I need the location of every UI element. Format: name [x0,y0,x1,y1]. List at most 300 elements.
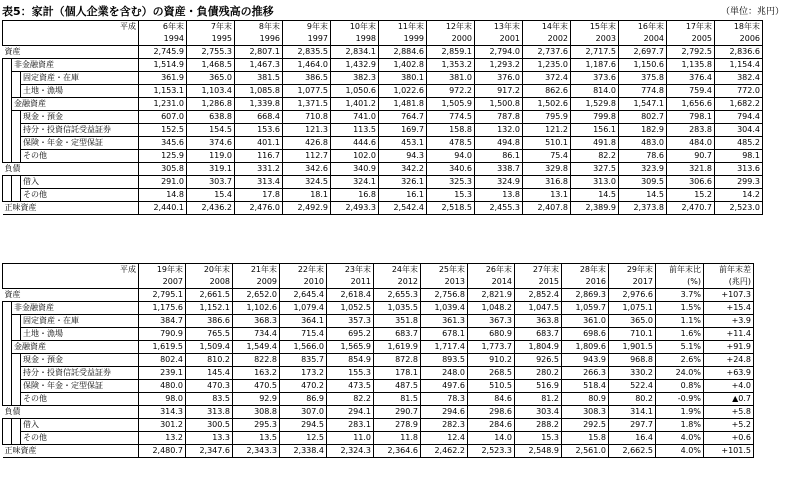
value-cell: 1,059.7 [562,302,609,315]
column-header-period: 19年末 [139,264,186,277]
table-1994-2006 [2,20,763,215]
value-cell: 361.0 [562,315,609,328]
indent-cell [3,315,12,328]
value-cell: 156.1 [571,124,619,137]
column-header-year: 2006 [715,33,763,46]
value-cell: 305.8 [139,163,187,176]
value-cell: 304.4 [715,124,763,137]
value-cell: 294.6 [421,406,468,419]
value-cell: 309.5 [619,176,667,189]
value-cell: 266.3 [562,367,609,380]
indent-cell [3,98,12,111]
value-cell: 324.1 [331,176,379,189]
value-cell: 854.9 [327,354,374,367]
value-cell: 363.8 [515,315,562,328]
value-cell: 1,464.0 [283,59,331,72]
value-cell: 361.9 [139,72,187,85]
indent-cell [3,150,12,163]
table-row [3,163,763,176]
value-cell: 835.7 [280,354,327,367]
value-cell: 2,436.2 [187,202,235,215]
value-cell: 926.5 [515,354,562,367]
value-cell: 81.5 [374,393,421,406]
value-cell: 1,502.6 [523,98,571,111]
indent-cell [12,137,21,150]
table-row [3,380,754,393]
value-cell: 372.4 [523,72,571,85]
value-cell: 291.0 [139,176,187,189]
table-row [3,354,754,367]
value-cell: 365.0 [187,72,235,85]
column-header-period: 16年末 [619,21,667,34]
row-label: 土地・漁場 [21,85,139,98]
row-label: 保険・年金・定型保証 [21,380,139,393]
value-cell: 1,286.8 [187,98,235,111]
value-cell: 2,717.5 [571,46,619,59]
value-cell: 5.1% [656,341,704,354]
value-cell: 1,566.0 [280,341,327,354]
value-cell: 13.1 [523,189,571,202]
value-cell: 374.6 [187,137,235,150]
value-cell: 367.3 [468,315,515,328]
value-cell: 80.9 [562,393,609,406]
value-cell: 2,655.3 [374,289,421,302]
value-cell: 13.5 [233,432,280,445]
column-header-period: 28年末 [562,264,609,277]
value-cell: 119.0 [187,150,235,163]
value-cell: +3.9 [704,315,754,328]
value-cell: 683.7 [515,328,562,341]
indent-cell [12,432,21,445]
indent-cell [12,380,21,393]
value-cell: 326.1 [379,176,427,189]
header-row-period [3,264,754,277]
value-cell: 2,440.1 [139,202,187,215]
value-cell: 2,493.3 [331,202,379,215]
value-cell: 84.6 [468,393,515,406]
indent-cell [12,176,21,189]
value-cell: 715.4 [280,328,327,341]
value-cell: 1,153.1 [139,85,187,98]
value-cell: 155.3 [327,367,374,380]
value-cell: 2,324.3 [327,445,374,458]
value-cell: 299.3 [715,176,763,189]
value-cell: 522.4 [609,380,656,393]
value-cell: 2,697.7 [619,46,667,59]
value-cell: 17.8 [235,189,283,202]
value-cell: 308.8 [233,406,280,419]
indent-cell [3,137,12,150]
table-row [3,432,754,445]
value-cell: 1,022.6 [379,85,427,98]
row-label: 資産 [3,289,139,302]
value-cell: 1,050.6 [331,85,379,98]
column-header-year: 2007 [139,276,186,289]
value-cell: 15.3 [515,432,562,445]
page-title: 表5：家計（個人企業を含む）の資産・負債残高の推移 [2,5,274,18]
value-cell: 787.8 [475,111,523,124]
indent-cell [3,302,12,315]
value-cell: 2,745.9 [139,46,187,59]
value-cell: 2,343.3 [233,445,280,458]
value-cell: 814.0 [571,85,619,98]
indent-cell [12,354,21,367]
row-label: 土地・漁場 [21,328,139,341]
value-cell: 361.3 [421,315,468,328]
value-cell: 453.1 [379,137,427,150]
value-cell: 78.6 [619,150,667,163]
indent-cell [12,85,21,98]
column-header-year: 2004 [619,33,667,46]
value-cell: 668.4 [235,111,283,124]
table-row [3,189,763,202]
value-cell: 154.5 [187,124,235,137]
value-cell: 2,523.3 [468,445,515,458]
value-cell: 1,809.6 [562,341,609,354]
value-cell: 301.2 [139,419,186,432]
value-cell: 2,364.6 [374,445,421,458]
value-cell: 810.2 [186,354,233,367]
value-cell: +4.0 [704,380,754,393]
value-cell: 0.8% [656,380,704,393]
value-cell: +5.2 [704,419,754,432]
value-cell: 2,542.4 [379,202,427,215]
value-cell: +0.6 [704,432,754,445]
value-cell: 772.0 [715,85,763,98]
value-cell: 324.9 [475,176,523,189]
column-header-year: 1997 [283,33,331,46]
column-header-period: 前年末比 [656,264,704,277]
value-cell: 14.5 [619,189,667,202]
column-header-year: 1994 [139,33,187,46]
value-cell: 1,077.5 [283,85,331,98]
value-cell: 340.9 [331,163,379,176]
value-cell: 16.8 [331,189,379,202]
value-cell: 1,150.6 [619,59,667,72]
value-cell: 313.8 [186,406,233,419]
indent-cell [3,380,12,393]
table-row [3,406,754,419]
value-cell: 163.2 [233,367,280,380]
value-cell: 1.6% [656,328,704,341]
value-cell: 2,347.6 [186,445,233,458]
value-cell: 1,075.1 [609,302,656,315]
indent-cell [3,354,12,367]
value-cell: 15.8 [562,432,609,445]
value-cell: 1,402.8 [379,59,427,72]
value-cell: 426.8 [283,137,331,150]
column-header-period: 7年末 [187,21,235,34]
table-row [3,150,763,163]
value-cell: 297.7 [609,419,656,432]
value-cell: 1.1% [656,315,704,328]
header-blank-cell [3,276,139,289]
table-row [3,302,754,315]
column-header-period: 17年末 [667,21,715,34]
value-cell: 1,035.5 [374,302,421,315]
column-header-period: 6年末 [139,21,187,34]
value-cell: 2,795.1 [139,289,186,302]
value-cell: 1,717.4 [421,341,468,354]
value-cell: 2,407.8 [523,202,571,215]
value-cell: 872.8 [374,354,421,367]
header-row-year [3,276,754,289]
indent-cell [12,328,21,341]
column-header-period: 23年末 [327,264,374,277]
value-cell: 4.0% [656,432,704,445]
value-cell: 248.0 [421,367,468,380]
value-cell: 1,235.0 [523,59,571,72]
value-cell: 1,481.8 [379,98,427,111]
value-cell: 2,462.2 [421,445,468,458]
value-cell: 113.5 [331,124,379,137]
value-cell: 83.5 [186,393,233,406]
value-cell: 13.3 [186,432,233,445]
value-cell: 1,103.4 [187,85,235,98]
value-cell: 290.7 [374,406,421,419]
value-cell: 1,529.8 [571,98,619,111]
value-cell: +15.4 [704,302,754,315]
indent-cell [3,176,12,189]
row-label: 非金融資産 [12,59,139,72]
value-cell: 2,561.0 [562,445,609,458]
value-cell: 1,773.7 [468,341,515,354]
column-header-year: 2017 [609,276,656,289]
value-cell: 2,470.7 [667,202,715,215]
table-row [3,98,763,111]
value-cell: 308.3 [562,406,609,419]
value-cell: 132.0 [475,124,523,137]
value-cell: 152.5 [139,124,187,137]
value-cell: 86.9 [280,393,327,406]
value-cell: 340.6 [427,163,475,176]
value-cell: 473.5 [327,380,374,393]
value-cell: 1,048.2 [468,302,515,315]
indent-cell [12,367,21,380]
value-cell: 325.3 [427,176,475,189]
value-cell: 741.0 [331,111,379,124]
value-cell: 1,079.4 [280,302,327,315]
value-cell: 2,737.6 [523,46,571,59]
value-cell: 516.9 [515,380,562,393]
value-cell: 678.1 [421,328,468,341]
value-cell: 698.6 [562,328,609,341]
value-cell: 2,661.5 [186,289,233,302]
column-header-period: 13年末 [475,21,523,34]
value-cell: 2,794.0 [475,46,523,59]
unit-label: （単位：兆円） [720,7,784,17]
value-cell: 968.8 [609,354,656,367]
value-cell: 283.8 [667,124,715,137]
value-cell: 470.3 [186,380,233,393]
value-cell: 345.6 [139,137,187,150]
value-cell: 90.7 [667,150,715,163]
value-cell: 480.0 [139,380,186,393]
value-cell: 145.4 [186,367,233,380]
value-cell: 972.2 [427,85,475,98]
table-row [3,202,763,215]
value-cell: 1,901.5 [609,341,656,354]
value-cell: 774.8 [619,85,667,98]
value-cell: 765.5 [186,328,233,341]
value-cell: 11.0 [327,432,374,445]
value-cell: 2,338.4 [280,445,327,458]
value-cell: 470.5 [233,380,280,393]
row-label: 保険・年金・定型保証 [21,137,139,150]
value-cell: 2,835.5 [283,46,331,59]
column-header-period: 8年末 [235,21,283,34]
value-cell: 1,656.6 [667,98,715,111]
value-cell: 1,085.8 [235,85,283,98]
column-header-year: 2013 [421,276,468,289]
row-label: 借入 [21,419,139,432]
value-cell: 1,467.3 [235,59,283,72]
value-cell: 1,231.0 [139,98,187,111]
table-row [3,176,763,189]
value-cell: 182.9 [619,124,667,137]
value-cell: 268.5 [468,367,515,380]
value-cell: 2,476.0 [235,202,283,215]
indent-cell [12,124,21,137]
value-cell: 1,804.9 [515,341,562,354]
value-cell: 638.8 [187,111,235,124]
column-header-period: 21年末 [233,264,280,277]
value-cell: 510.5 [468,380,515,393]
value-cell: 487.5 [374,380,421,393]
value-cell: 288.2 [515,419,562,432]
value-cell: 483.0 [619,137,667,150]
value-cell: 11.8 [374,432,421,445]
value-cell: 158.8 [427,124,475,137]
value-cell: 78.3 [421,393,468,406]
value-cell: 484.0 [667,137,715,150]
value-cell: 173.2 [280,367,327,380]
era-label: 平成 [3,21,139,34]
column-header-year: 2015 [515,276,562,289]
value-cell: 764.7 [379,111,427,124]
value-cell: 1.8% [656,419,704,432]
value-cell: 1,175.6 [139,302,186,315]
value-cell: 2,518.5 [427,202,475,215]
indent-cell [12,189,21,202]
row-label: 持分・投資信託受益証券 [21,124,139,137]
table-row [3,124,763,137]
value-cell: 4.0% [656,445,704,458]
indent-cell [3,85,12,98]
value-cell: 94.0 [427,150,475,163]
value-cell: 491.8 [571,137,619,150]
value-cell: 1,500.8 [475,98,523,111]
value-cell: 380.1 [379,72,427,85]
value-cell: 2,373.8 [619,202,667,215]
value-cell: 2,455.3 [475,202,523,215]
value-cell: 710.1 [609,328,656,341]
value-cell: 82.2 [571,150,619,163]
column-header-period: 26年末 [468,264,515,277]
value-cell: 734.4 [233,328,280,341]
table-row [3,59,763,72]
value-cell: 759.4 [667,85,715,98]
value-cell: 316.8 [523,176,571,189]
value-cell: +101.5 [704,445,754,458]
value-cell: 497.6 [421,380,468,393]
column-header-period: 29年末 [609,264,656,277]
column-header-year: 2002 [523,33,571,46]
value-cell: 710.8 [283,111,331,124]
value-cell: 307.0 [280,406,327,419]
table-row [3,445,754,458]
value-cell: 2,852.4 [515,289,562,302]
value-cell: 1,293.2 [475,59,523,72]
column-header-year: 1998 [331,33,379,46]
row-label: 現金・預金 [21,111,139,124]
column-header-year: 2000 [427,33,475,46]
value-cell: 313.6 [715,163,763,176]
row-label: 固定資産・在庫 [21,72,139,85]
value-cell: 790.9 [139,328,186,341]
column-header-year: (%) [656,276,704,289]
value-cell: 298.6 [468,406,515,419]
value-cell: +63.9 [704,367,754,380]
value-cell: 321.8 [667,163,715,176]
value-cell: 1,514.9 [139,59,187,72]
row-label: 借入 [21,176,139,189]
value-cell: 324.5 [283,176,331,189]
row-label: 持分・投資信託受益証券 [21,367,139,380]
value-cell: 98.1 [715,150,763,163]
column-header-year: 2003 [571,33,619,46]
value-cell: 282.3 [421,419,468,432]
indent-cell [12,111,21,124]
value-cell: 112.7 [283,150,331,163]
column-header-period: 11年末 [379,21,427,34]
value-cell: 795.9 [523,111,571,124]
row-label: その他 [21,150,139,163]
column-header-year: 2012 [374,276,421,289]
value-cell: 342.2 [379,163,427,176]
value-cell: 15.3 [427,189,475,202]
header-row-year [3,33,763,46]
column-header-year: (兆円) [704,276,754,289]
indent-cell [12,393,21,406]
row-label: その他 [21,189,139,202]
value-cell: 683.7 [374,328,421,341]
value-cell: 518.4 [562,380,609,393]
value-cell: 1,152.1 [186,302,233,315]
value-cell: 799.8 [571,111,619,124]
value-cell: 12.5 [280,432,327,445]
table-row [3,85,763,98]
value-cell: 1,353.2 [427,59,475,72]
value-cell: 153.6 [235,124,283,137]
column-header-year: 2005 [667,33,715,46]
value-cell: 2,836.6 [715,46,763,59]
value-cell: 278.9 [374,419,421,432]
value-cell: 121.3 [283,124,331,137]
value-cell: 1,549.4 [233,341,280,354]
value-cell: 494.8 [475,137,523,150]
value-cell: 329.8 [523,163,571,176]
value-cell: 3.7% [656,289,704,302]
value-cell: 1,619.5 [139,341,186,354]
table-row [3,72,763,85]
value-cell: 94.3 [379,150,427,163]
value-cell: 306.6 [667,176,715,189]
value-cell: 680.9 [468,328,515,341]
table-row [3,419,754,432]
value-cell: 323.9 [619,163,667,176]
value-cell: 15.4 [187,189,235,202]
